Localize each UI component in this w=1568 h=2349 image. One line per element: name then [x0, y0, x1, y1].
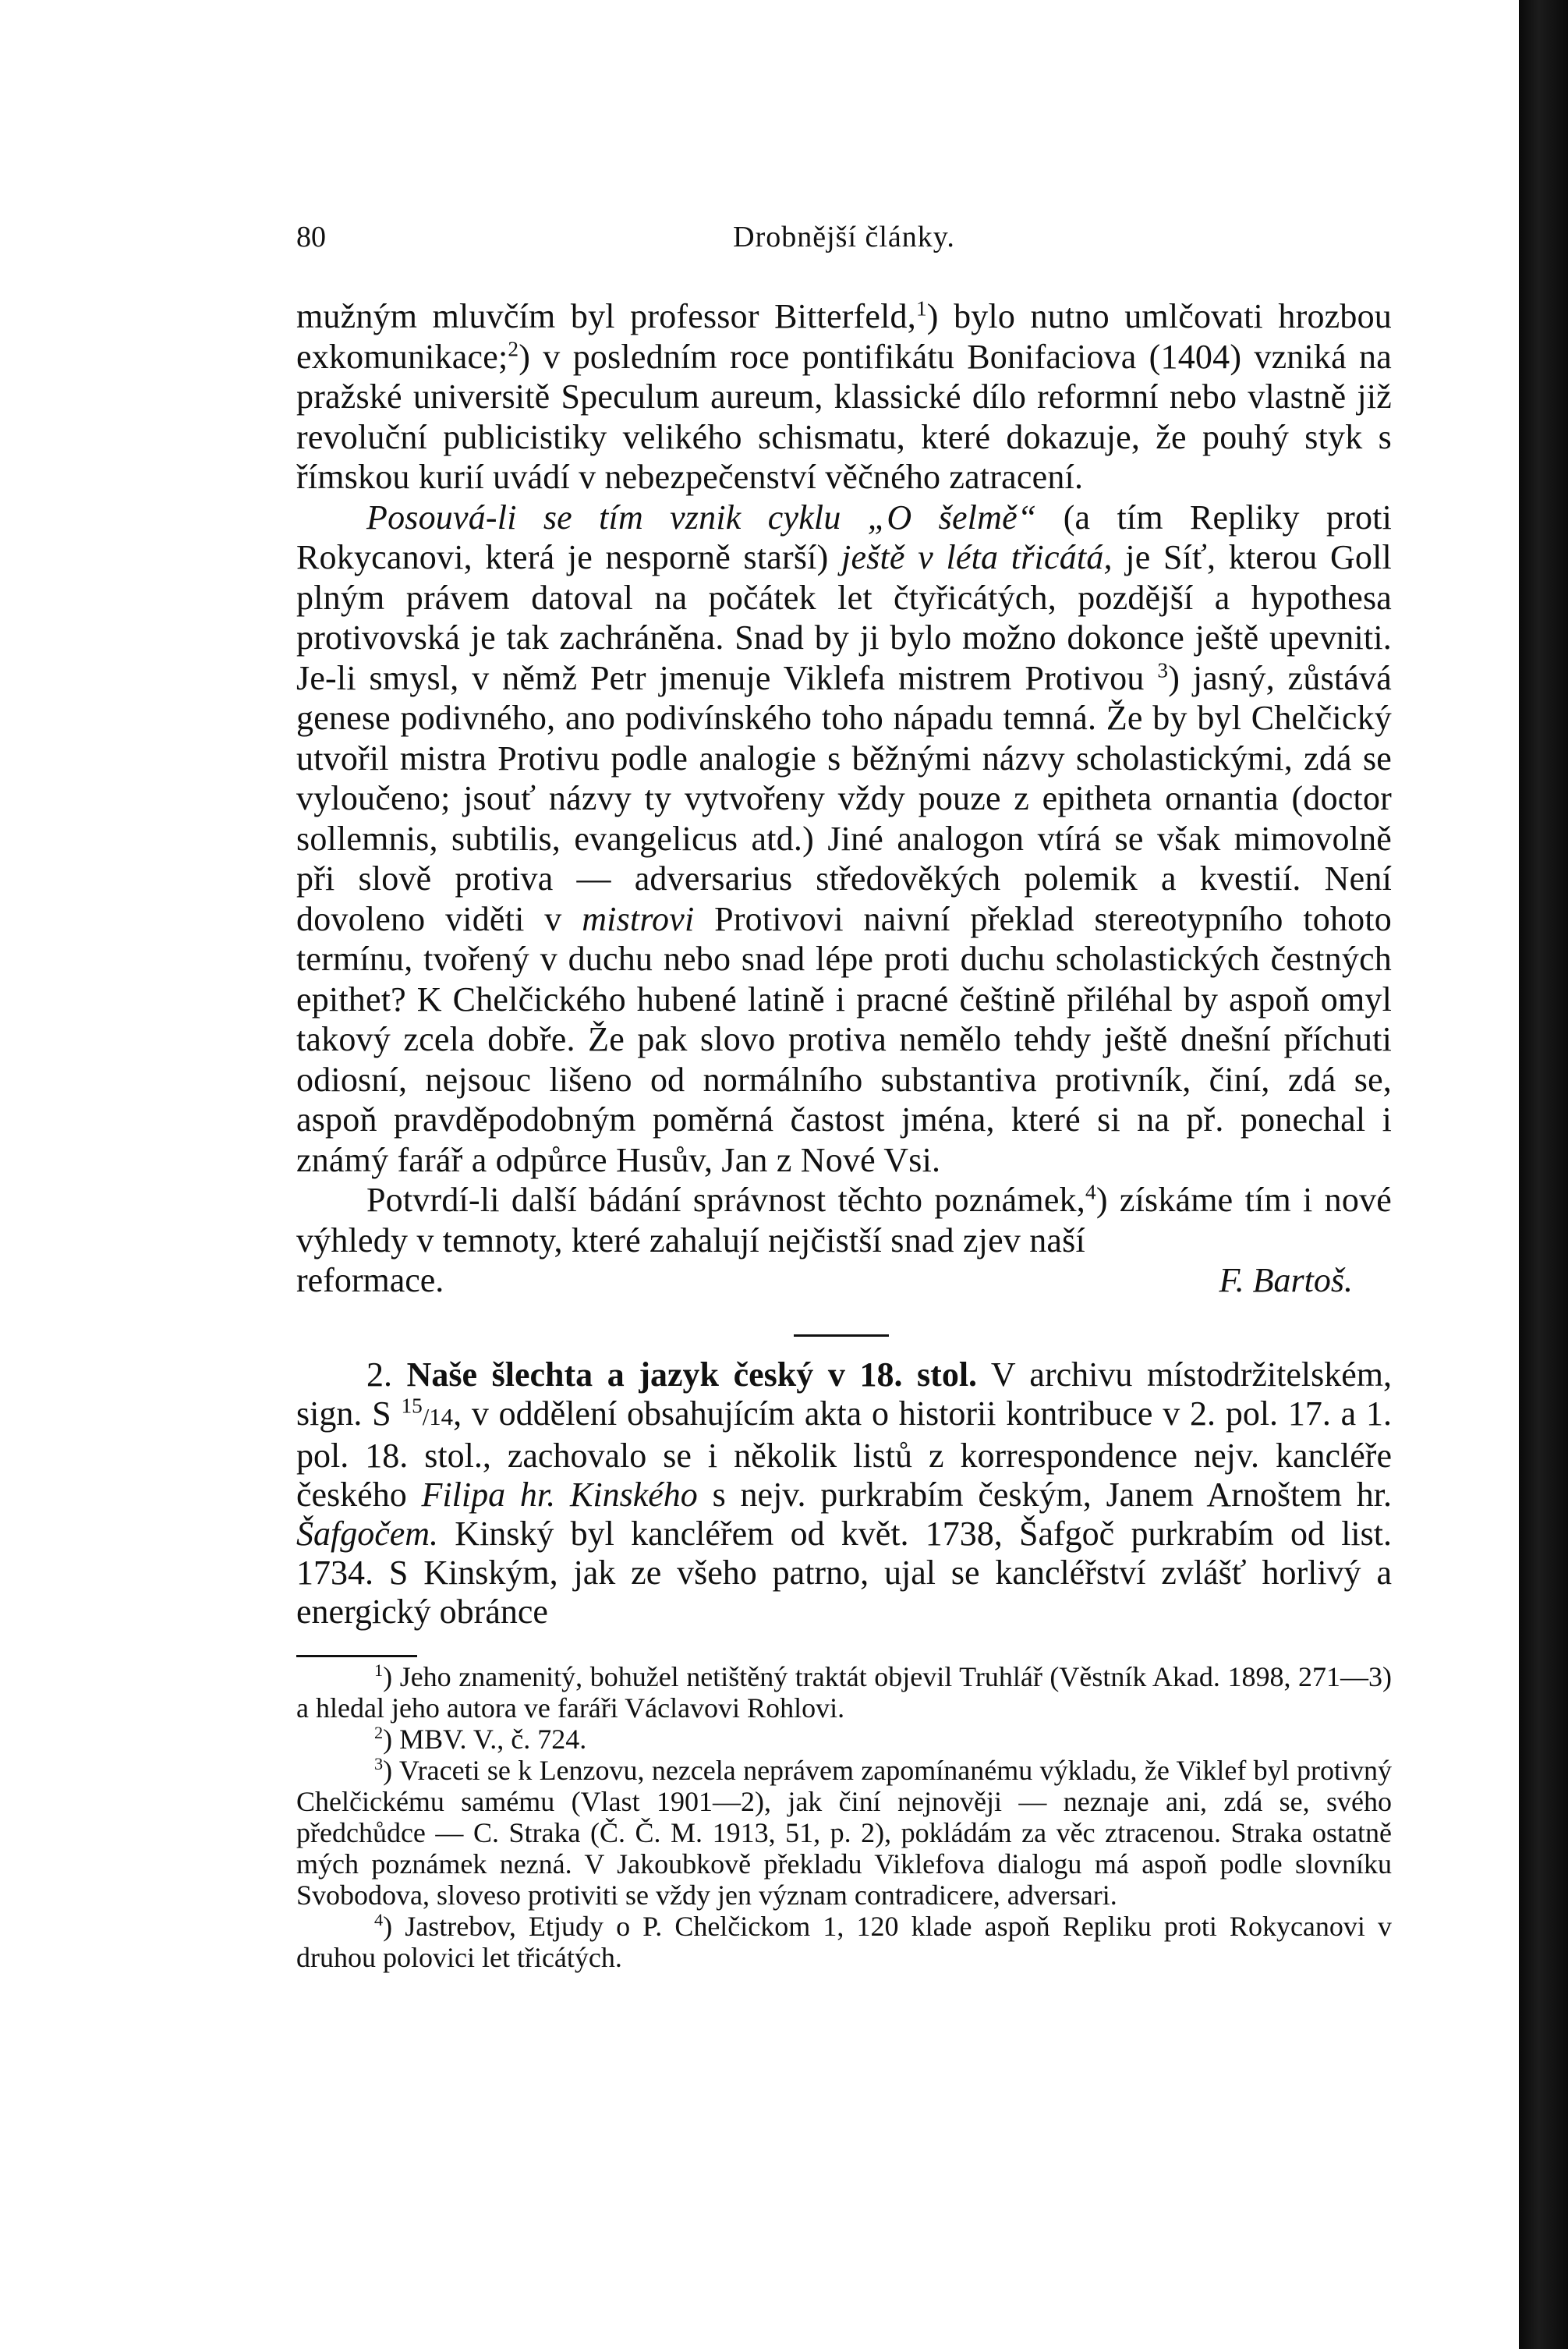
page-number: 80	[296, 221, 326, 253]
scan-edge	[1519, 0, 1568, 2349]
paragraph-3: Potvrdí-li další bádání správnost těchto poznámek,$^4$) získáme tím i nové výhledy v temnoty, které zahalují nejčistší snad zjev naší	[296, 1180, 1392, 1260]
paragraph-1: mužným mluvčím byl professor Bitterfeld,$^1$) bylo nutno umlčovati hrozbou exkomunikace;$^2$) v posledním roce pontifikátu Bonifaciova (1404) vzniká na pražské universitě Speculum aureum, klassické dílo reformní nebo vlastně již revoluční publicistiky velikého schismatu, které dokazuje, že pouhý styk s římskou kurií uvádí v nebezpečenství věčného zatracení.	[296, 296, 1392, 496]
article-body	[296, 296, 1392, 1301]
section-number: 2.	[366, 1355, 392, 1394]
footnote-2: $^2$) MBV. V., č. 724.	[374, 1723, 587, 1755]
running-title: Drobnější články.	[733, 221, 955, 253]
section-title: Naše šlechta a jazyk český v 18. stol.	[406, 1355, 978, 1394]
section-divider	[794, 1334, 889, 1337]
footnote-ref-4[interactable]: 4	[1085, 1180, 1096, 1204]
footnote-3: $^3$) Vraceti se k Lenzovu, nezcela neprávem zapomínanému výkladu, že Viklef byl protivný Chelčickému samému (Vlast 1901—2), jak činí nejnověji — neznaje ani, zdá se, svého předchůdce — C. Straka (Č. Č. M. 1913, 51, p. 2), pokládám za věc ztracenou. Straka ostatně mých poznámek nezná. V Jakoubkově překladu Viklefova dialogu má aspoň podle slovníku Svobodova, sloveso protiviti se vždy jen význam contradicere, adversari.	[296, 1754, 1392, 1911]
author-signature: F. Bartoš.	[1219, 1261, 1353, 1299]
paragraph-2: Posouvá-li se tím vznik cyklu „O šelmě“ (a tím Repliky proti Rokycanovi, která je nesporně starší) ještě v léta třicátá, je Síť, kterou Goll plným právem datoval na počátek let čtyřicátých, pozdější a hypothesa protivovská je tak zachráněna. Snad by ji bylo možno dokonce ještě upevniti. Je-li smysl, v němž Petr jmenuje Viklefa mistrem Protivou $^3$) jasný, zůstává genese podivného, ano podivínského toho nápadu temná. Že by byl Chelčický utvořil mistra Protivu podle analogie s běžnými názvy scholastickými, zdá se vyloučeno; jsouť názvy ty vytvořeny vždy pouze z epitheta ornantia (doctor sollemnis, subtilis, evangelicus atd.) Jiné analogon vtírá se však mimovolně při slově protiva — adversarius středověkých polemik a kvestií. Není dovoleno viděti v mistrovi Protivovi naivní překlad stereotypního tohoto termínu, tvořený v duchu nebo snad lépe proti duchu scholastických čestných epithet? K Chelčického hubené latině i pracné češtině přiléhal by aspoň omyl takový zcela dobře. Že pak slovo protiva nemělo tehdy ještě dnešní příchuti odiosní, nejsouc lišeno od normálního substantiva protivník, činí, zdá se, aspoň pravděpodobným poměrná častost jména, které si na př. ponechal i známý farář a odpůrce Husův, Jan z Nové Vsi.	[296, 498, 1393, 1179]
footnote-ref-1[interactable]: 1	[915, 296, 927, 321]
closing-line: reformace. F. Bartoš.	[296, 1260, 1392, 1301]
footnote-ref-2[interactable]: 2	[508, 336, 519, 360]
footnote-ref-3[interactable]: 3	[1157, 657, 1169, 682]
footnotes	[296, 1661, 1392, 1973]
footnote-1: $^1$) Jeho znamenitý, bohužel netištěný traktát objevil Truhlář (Věstník Akad. 1898, 271—3) a hledal jeho autora ve faráři Václavovi Rohlovi.	[296, 1660, 1392, 1724]
page-header	[296, 220, 1392, 259]
article-2-paragraph: 2. Naše šlechta a jazyk český v 18. stol. V archivu místodržitelském, sign. S $^{15}$/14, v oddělení obsahujícím akta o historii kontribuce v 2. pol. 17. a 1. pol. 18. stol., zachovalo se i několik listů z korrespondence nejv. kancléře českého Filipa hr. Kinského s nejv. purkrabím českým, Janem Arnoštem hr. Šafgočem. Kinský byl kancléřem od květ. 1738, Šafgoč purkrabím od list. 1734. S Kinským, jak ze všeho patrno, ujal se kancléřství zvlášť horlivý a energický obránce	[296, 1355, 1393, 1631]
article-2	[296, 1355, 1392, 1632]
footnote-rule	[296, 1655, 417, 1657]
footnote-4: $^4$) Jastrebov, Etjudy o P. Chelčickom 1, 120 klade aspoň Repliku proti Rokycanovi v druhou polovici let třicátých.	[296, 1910, 1392, 1973]
